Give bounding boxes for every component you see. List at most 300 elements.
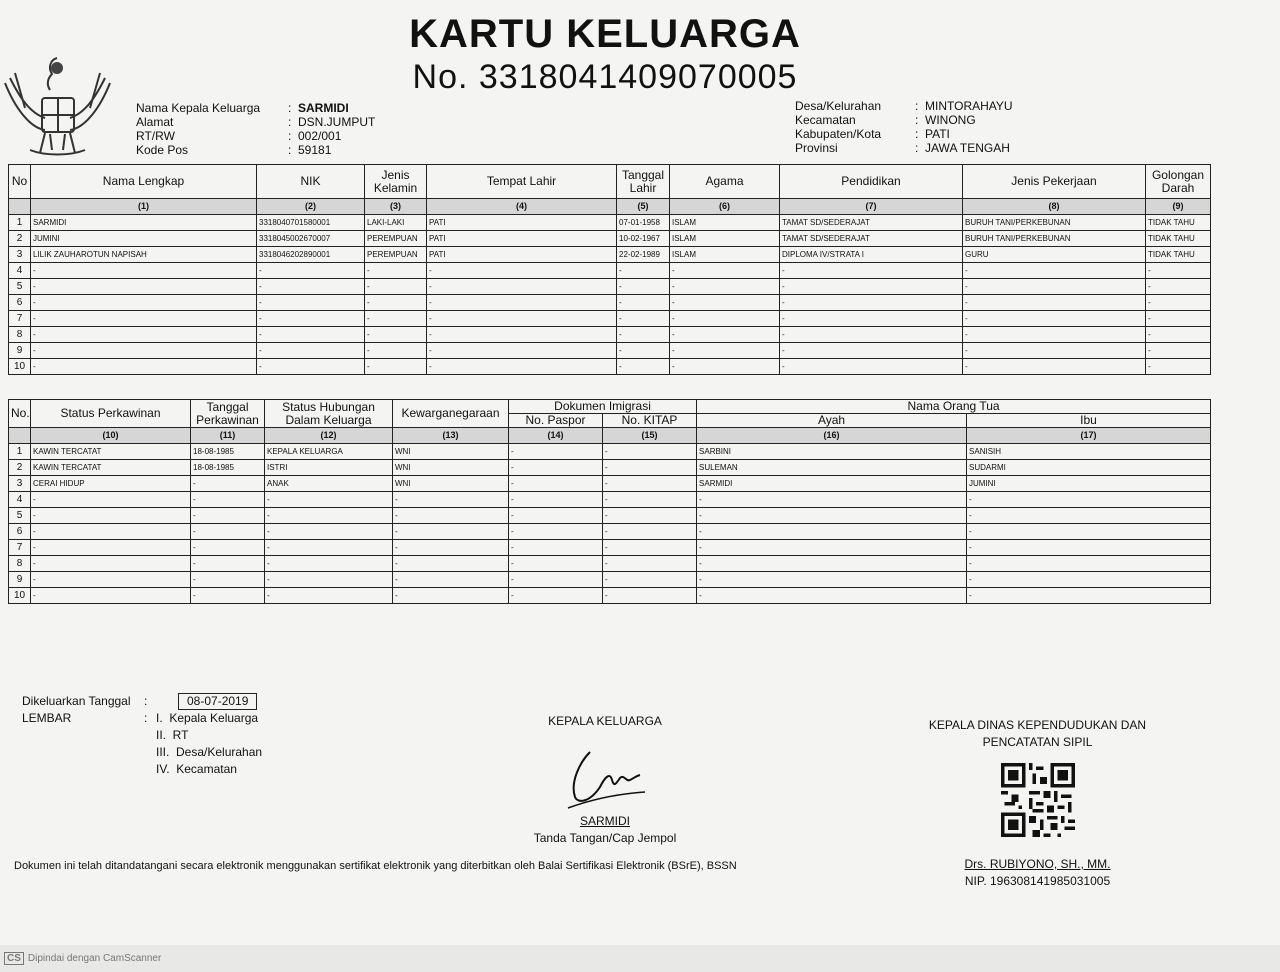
table-cell: - bbox=[1146, 343, 1211, 359]
table-cell: - bbox=[967, 524, 1211, 540]
table-cell: - bbox=[617, 343, 670, 359]
table-cell: - bbox=[427, 311, 617, 327]
table-cell: - bbox=[265, 540, 393, 556]
table-cell: - bbox=[365, 327, 427, 343]
table-cell: - bbox=[509, 572, 603, 588]
table-cell: PEREMPUAN bbox=[365, 231, 427, 247]
qr-code-icon bbox=[1001, 763, 1075, 837]
table-cell: JUMINI bbox=[31, 231, 257, 247]
column-index: (15) bbox=[603, 428, 697, 444]
table-cell: - bbox=[509, 556, 603, 572]
column-index: (4) bbox=[427, 199, 617, 215]
table-cell: - bbox=[393, 540, 509, 556]
table-cell: - bbox=[603, 588, 697, 604]
header-value: DSN.JUMPUT bbox=[298, 115, 376, 129]
table-cell: TIDAK TAHU bbox=[1146, 247, 1211, 263]
table-row bbox=[9, 343, 1211, 359]
row-number: 9 bbox=[9, 343, 31, 359]
family-members-table bbox=[8, 164, 1211, 375]
col-header: Tanggal Lahir bbox=[617, 165, 670, 199]
column-index: (13) bbox=[393, 428, 509, 444]
table-row bbox=[9, 492, 1211, 508]
table-cell: - bbox=[365, 343, 427, 359]
col-header: Ayah bbox=[697, 414, 967, 428]
col-header: Nama Lengkap bbox=[31, 165, 257, 199]
table-cell: - bbox=[427, 279, 617, 295]
header-value: WINONG bbox=[925, 113, 976, 127]
column-index: (9) bbox=[1146, 199, 1211, 215]
col-header: NIK bbox=[257, 165, 365, 199]
table-cell: 22-02-1989 bbox=[617, 247, 670, 263]
table-row bbox=[9, 476, 1211, 492]
row-number: 7 bbox=[9, 540, 31, 556]
col-header: Nama Orang Tua bbox=[697, 400, 1211, 414]
table-cell: - bbox=[603, 476, 697, 492]
table-cell: SARBINI bbox=[697, 444, 967, 460]
table-cell: - bbox=[603, 524, 697, 540]
table-cell: 3318040701580001 bbox=[257, 215, 365, 231]
table-cell: - bbox=[365, 295, 427, 311]
table-cell: - bbox=[617, 311, 670, 327]
table-cell: PATI bbox=[427, 231, 617, 247]
table-row bbox=[9, 295, 1211, 311]
dinas-section bbox=[900, 717, 1175, 890]
table-cell: - bbox=[963, 343, 1146, 359]
table-cell: 3318045002670007 bbox=[257, 231, 365, 247]
table-cell: - bbox=[670, 359, 780, 375]
col-header: Tanggal Perkawinan bbox=[191, 400, 265, 428]
table-cell: - bbox=[257, 279, 365, 295]
table-cell: - bbox=[31, 556, 191, 572]
column-index: (8) bbox=[963, 199, 1146, 215]
table-cell: 10-02-1967 bbox=[617, 231, 670, 247]
table-cell: - bbox=[603, 572, 697, 588]
row-number: 5 bbox=[9, 279, 31, 295]
table-cell: - bbox=[780, 327, 963, 343]
row-number: 4 bbox=[9, 263, 31, 279]
table-row bbox=[9, 311, 1211, 327]
lembar-item: IV. Kecamatan bbox=[156, 762, 237, 776]
table-cell: 18-08-1985 bbox=[191, 444, 265, 460]
table-cell: SUDARMI bbox=[967, 460, 1211, 476]
camscanner-icon: CS bbox=[4, 952, 24, 965]
table-cell: - bbox=[427, 343, 617, 359]
table-cell: - bbox=[31, 263, 257, 279]
table-cell: - bbox=[265, 508, 393, 524]
header-value: 002/001 bbox=[298, 129, 342, 143]
column-index bbox=[9, 199, 31, 215]
issued-label: Dikeluarkan Tanggal bbox=[22, 694, 131, 708]
document-number: No. 3318041409070005 bbox=[412, 58, 798, 96]
table-cell: - bbox=[31, 588, 191, 604]
lembar-sep: : bbox=[144, 711, 148, 725]
table-cell: - bbox=[265, 556, 393, 572]
lembar-item: I. Kepala Keluarga bbox=[156, 711, 259, 725]
row-number: 4 bbox=[9, 492, 31, 508]
col-header: Jenis Pekerjaan bbox=[963, 165, 1146, 199]
table-cell: - bbox=[1146, 359, 1211, 375]
table-cell: - bbox=[509, 444, 603, 460]
header-label: Nama Kepala Keluarga bbox=[136, 101, 261, 115]
table-cell: - bbox=[617, 359, 670, 375]
table-cell: - bbox=[967, 492, 1211, 508]
table-cell: JUMINI bbox=[967, 476, 1211, 492]
header-right bbox=[795, 99, 1013, 155]
dinas-nip: NIP. 196308141985031005 bbox=[964, 874, 1111, 888]
table-cell: SARMIDI bbox=[697, 476, 967, 492]
table-cell: - bbox=[697, 540, 967, 556]
table-cell: - bbox=[603, 556, 697, 572]
table-cell: - bbox=[963, 263, 1146, 279]
table-cell: TIDAK TAHU bbox=[1146, 231, 1211, 247]
table-row bbox=[9, 588, 1211, 604]
table-cell: - bbox=[617, 327, 670, 343]
row-number: 3 bbox=[9, 247, 31, 263]
col-header: No. bbox=[9, 400, 31, 428]
row-number: 5 bbox=[9, 508, 31, 524]
table-cell: - bbox=[603, 540, 697, 556]
table-cell: - bbox=[365, 359, 427, 375]
table-header-row bbox=[9, 165, 1211, 199]
table-cell: - bbox=[257, 327, 365, 343]
header-value: SARMIDI bbox=[298, 101, 349, 115]
table-cell: - bbox=[509, 476, 603, 492]
col-header: Golongan Darah bbox=[1146, 165, 1211, 199]
family-status-table bbox=[8, 399, 1211, 604]
table-cell: - bbox=[603, 492, 697, 508]
column-index: (7) bbox=[780, 199, 963, 215]
header-label: Kecamatan bbox=[795, 113, 856, 127]
table-cell: - bbox=[191, 556, 265, 572]
table-cell: - bbox=[191, 492, 265, 508]
row-number: 6 bbox=[9, 295, 31, 311]
row-number: 6 bbox=[9, 524, 31, 540]
table-cell: - bbox=[393, 508, 509, 524]
header-label: Kabupaten/Kota bbox=[795, 127, 882, 141]
table-cell: - bbox=[1146, 279, 1211, 295]
table-cell: - bbox=[963, 359, 1146, 375]
table-cell: - bbox=[365, 311, 427, 327]
table-cell: BURUH TANI/PERKEBUNAN bbox=[963, 231, 1146, 247]
column-index: (12) bbox=[265, 428, 393, 444]
column-index: (16) bbox=[697, 428, 967, 444]
signature-icon bbox=[560, 742, 650, 812]
table-cell: - bbox=[509, 540, 603, 556]
table-cell: - bbox=[191, 508, 265, 524]
header-label: Provinsi bbox=[795, 141, 838, 155]
table-cell: - bbox=[603, 460, 697, 476]
column-index: (14) bbox=[509, 428, 603, 444]
table-cell: LAKI-LAKI bbox=[365, 215, 427, 231]
issued-sep: : bbox=[144, 694, 148, 708]
table-cell: SULEMAN bbox=[697, 460, 967, 476]
col-header: No bbox=[9, 165, 31, 199]
table-cell: - bbox=[697, 524, 967, 540]
dinas-title: KEPALA DINAS KEPENDUDUKAN DAN bbox=[928, 718, 1147, 732]
row-number: 10 bbox=[9, 359, 31, 375]
row-number: 8 bbox=[9, 327, 31, 343]
table-cell: - bbox=[963, 295, 1146, 311]
table-cell: - bbox=[31, 524, 191, 540]
table-cell: SARMIDI bbox=[31, 215, 257, 231]
table-cell: - bbox=[509, 524, 603, 540]
scanner-watermark bbox=[4, 952, 161, 965]
table-cell: - bbox=[257, 359, 365, 375]
table-cell: - bbox=[393, 556, 509, 572]
table-cell: - bbox=[780, 343, 963, 359]
dinas-name: Drs. RUBIYONO, SH., MM. bbox=[964, 857, 1111, 871]
table-cell: - bbox=[265, 588, 393, 604]
kepala-title: KEPALA KELUARGA bbox=[548, 714, 662, 728]
table-cell: 07-01-1958 bbox=[617, 215, 670, 231]
table-cell: - bbox=[967, 508, 1211, 524]
column-index bbox=[9, 428, 31, 444]
table-row bbox=[9, 540, 1211, 556]
header-value: MINTORAHAYU bbox=[925, 99, 1013, 113]
table-cell: CERAI HIDUP bbox=[31, 476, 191, 492]
table-cell: - bbox=[617, 295, 670, 311]
table-cell: LILIK ZAUHAROTUN NAPISAH bbox=[31, 247, 257, 263]
header-row: Kecamatan : WINONG bbox=[795, 113, 976, 127]
table-cell: ISLAM bbox=[670, 231, 780, 247]
table-cell: PATI bbox=[427, 215, 617, 231]
table-cell: WNI bbox=[393, 444, 509, 460]
table-cell: - bbox=[603, 444, 697, 460]
table-cell: - bbox=[265, 572, 393, 588]
table-row bbox=[9, 524, 1211, 540]
table-cell: 3318046202890001 bbox=[257, 247, 365, 263]
scanner-label: Dipindai dengan CamScanner bbox=[27, 953, 162, 964]
table-cell: - bbox=[31, 508, 191, 524]
table-cell: - bbox=[31, 572, 191, 588]
table-cell: - bbox=[697, 492, 967, 508]
table-row bbox=[9, 215, 1211, 231]
table-row bbox=[9, 247, 1211, 263]
table-cell: - bbox=[265, 492, 393, 508]
col-header: Dokumen Imigrasi bbox=[509, 400, 697, 414]
col-header: No. Paspor bbox=[509, 414, 603, 428]
table-cell: SANISIH bbox=[967, 444, 1211, 460]
row-number: 1 bbox=[9, 444, 31, 460]
header-row: Kabupaten/Kota : PATI bbox=[795, 127, 950, 141]
table-header-row bbox=[9, 400, 1211, 414]
row-number: 2 bbox=[9, 460, 31, 476]
table-row bbox=[9, 508, 1211, 524]
table-cell: TAMAT SD/SEDERAJAT bbox=[780, 215, 963, 231]
table-cell: - bbox=[670, 279, 780, 295]
table-cell: - bbox=[427, 327, 617, 343]
header-value: 59181 bbox=[298, 143, 332, 157]
header-value: PATI bbox=[925, 127, 950, 141]
col-header: Tempat Lahir bbox=[427, 165, 617, 199]
table-row bbox=[9, 359, 1211, 375]
table-cell: - bbox=[967, 588, 1211, 604]
table-cell: - bbox=[393, 492, 509, 508]
header-row: Kode Pos : 59181 bbox=[136, 143, 332, 157]
table-cell: - bbox=[963, 327, 1146, 343]
kepala-keluarga-section bbox=[500, 713, 710, 847]
table-cell: KAWIN TERCATAT bbox=[31, 460, 191, 476]
table-cell: TIDAK TAHU bbox=[1146, 215, 1211, 231]
table-row bbox=[9, 327, 1211, 343]
table-cell: - bbox=[670, 343, 780, 359]
table-cell: - bbox=[427, 359, 617, 375]
row-number: 2 bbox=[9, 231, 31, 247]
table-cell: - bbox=[31, 359, 257, 375]
table-cell: - bbox=[393, 588, 509, 604]
header-row: Alamat : DSN.JUMPUT bbox=[136, 115, 376, 129]
table-cell: - bbox=[257, 263, 365, 279]
table-cell: TAMAT SD/SEDERAJAT bbox=[780, 231, 963, 247]
column-index: (11) bbox=[191, 428, 265, 444]
kepala-caption: Tanda Tangan/Cap Jempol bbox=[533, 831, 677, 845]
row-number: 9 bbox=[9, 572, 31, 588]
table-row bbox=[9, 263, 1211, 279]
table-cell: - bbox=[257, 311, 365, 327]
header-row: Nama Kepala Keluarga : SARMIDI bbox=[136, 101, 349, 115]
table-cell: - bbox=[191, 588, 265, 604]
table-cell: - bbox=[967, 556, 1211, 572]
row-number: 7 bbox=[9, 311, 31, 327]
table-cell: - bbox=[1146, 311, 1211, 327]
document-title: KARTU KELUARGA bbox=[409, 12, 801, 56]
table-cell: - bbox=[31, 295, 257, 311]
table-cell: - bbox=[31, 279, 257, 295]
table-cell: 18-08-1985 bbox=[191, 460, 265, 476]
table-row bbox=[9, 460, 1211, 476]
column-index: (10) bbox=[31, 428, 191, 444]
row-number: 10 bbox=[9, 588, 31, 604]
table-cell: - bbox=[31, 492, 191, 508]
col-header: No. KITAP bbox=[603, 414, 697, 428]
column-index: (2) bbox=[257, 199, 365, 215]
table-row bbox=[9, 556, 1211, 572]
table-cell: - bbox=[780, 295, 963, 311]
table-cell: - bbox=[427, 295, 617, 311]
table-cell: - bbox=[603, 508, 697, 524]
table-cell: - bbox=[427, 263, 617, 279]
table-cell: ISTRI bbox=[265, 460, 393, 476]
table-cell: - bbox=[365, 263, 427, 279]
table-cell: - bbox=[265, 524, 393, 540]
electronic-signature-note: Dokumen ini telah ditandatangani secara elektronik menggunakan sertifikat elektronik yang diterbitkan oleh Balai Sertifikasi Elektronik (BSrE), BSSN bbox=[14, 860, 737, 872]
table-cell: - bbox=[1146, 327, 1211, 343]
col-header: Agama bbox=[670, 165, 780, 199]
table-cell: - bbox=[963, 311, 1146, 327]
table-cell: DIPLOMA IV/STRATA I bbox=[780, 247, 963, 263]
table-cell: - bbox=[967, 540, 1211, 556]
row-number: 3 bbox=[9, 476, 31, 492]
header-left bbox=[136, 101, 375, 157]
table-cell: - bbox=[509, 588, 603, 604]
table-cell: PATI bbox=[427, 247, 617, 263]
table-cell: - bbox=[191, 572, 265, 588]
col-header: Status Perkawinan bbox=[31, 400, 191, 428]
table-cell: - bbox=[967, 572, 1211, 588]
table-cell: - bbox=[393, 524, 509, 540]
table-cell: - bbox=[31, 327, 257, 343]
table-cell: - bbox=[780, 263, 963, 279]
table-row bbox=[9, 279, 1211, 295]
table-cell: ISLAM bbox=[670, 247, 780, 263]
table-cell: - bbox=[617, 263, 670, 279]
table-cell: - bbox=[31, 540, 191, 556]
table-cell: - bbox=[697, 556, 967, 572]
table-cell: - bbox=[509, 492, 603, 508]
row-number: 8 bbox=[9, 556, 31, 572]
table-cell: - bbox=[670, 263, 780, 279]
table-cell: - bbox=[780, 311, 963, 327]
table-cell: GURU bbox=[963, 247, 1146, 263]
lembar-label: LEMBAR bbox=[22, 711, 72, 725]
table-cell: - bbox=[963, 279, 1146, 295]
column-index-row bbox=[9, 199, 1211, 215]
table-cell: - bbox=[1146, 295, 1211, 311]
table-cell: - bbox=[393, 572, 509, 588]
table-cell: - bbox=[509, 460, 603, 476]
table-cell: - bbox=[697, 572, 967, 588]
column-index: (3) bbox=[365, 199, 427, 215]
header-label: Kode Pos bbox=[136, 143, 189, 157]
table-cell: - bbox=[780, 359, 963, 375]
header-row: Provinsi : JAWA TENGAH bbox=[795, 141, 1010, 155]
table-cell: - bbox=[191, 524, 265, 540]
header-label: Alamat bbox=[136, 115, 174, 129]
col-header: Ibu bbox=[967, 414, 1211, 428]
header-label: Desa/Kelurahan bbox=[795, 99, 882, 113]
col-header: Status Hubungan Dalam Keluarga bbox=[265, 400, 393, 428]
table-row bbox=[9, 231, 1211, 247]
table-cell: - bbox=[31, 311, 257, 327]
column-index: (17) bbox=[967, 428, 1211, 444]
column-index: (5) bbox=[617, 199, 670, 215]
table-cell: ISLAM bbox=[670, 215, 780, 231]
col-header: Kewarganegaraan bbox=[393, 400, 509, 428]
table-cell: WNI bbox=[393, 476, 509, 492]
table-cell: BURUH TANI/PERKEBUNAN bbox=[963, 215, 1146, 231]
column-index-row bbox=[9, 428, 1211, 444]
table-cell: - bbox=[509, 508, 603, 524]
table-cell: - bbox=[697, 508, 967, 524]
header-row: RT/RW : 002/001 bbox=[136, 129, 342, 143]
table-row bbox=[9, 572, 1211, 588]
table-cell: - bbox=[617, 279, 670, 295]
header-label: RT/RW bbox=[136, 129, 175, 143]
col-header: Jenis Kelamin bbox=[365, 165, 427, 199]
table-row bbox=[9, 444, 1211, 460]
row-number: 1 bbox=[9, 215, 31, 231]
column-index: (1) bbox=[31, 199, 257, 215]
issued-date: 08-07-2019 bbox=[178, 693, 257, 710]
table-cell: KAWIN TERCATAT bbox=[31, 444, 191, 460]
table-cell: KEPALA KELUARGA bbox=[265, 444, 393, 460]
table-cell: WNI bbox=[393, 460, 509, 476]
table-cell: - bbox=[1146, 263, 1211, 279]
table-cell: - bbox=[257, 295, 365, 311]
lembar-item: III. Desa/Kelurahan bbox=[156, 745, 263, 759]
table-cell: - bbox=[697, 588, 967, 604]
table-cell: - bbox=[191, 476, 265, 492]
table-cell: - bbox=[257, 343, 365, 359]
column-index: (6) bbox=[670, 199, 780, 215]
table-cell: - bbox=[31, 343, 257, 359]
header-value: JAWA TENGAH bbox=[925, 141, 1010, 155]
issued-section bbox=[22, 693, 262, 778]
table-cell: - bbox=[191, 540, 265, 556]
lembar-item: II. RT bbox=[156, 728, 189, 742]
table-cell: PEREMPUAN bbox=[365, 247, 427, 263]
header-row: Desa/Kelurahan : MINTORAHAYU bbox=[795, 99, 1013, 113]
